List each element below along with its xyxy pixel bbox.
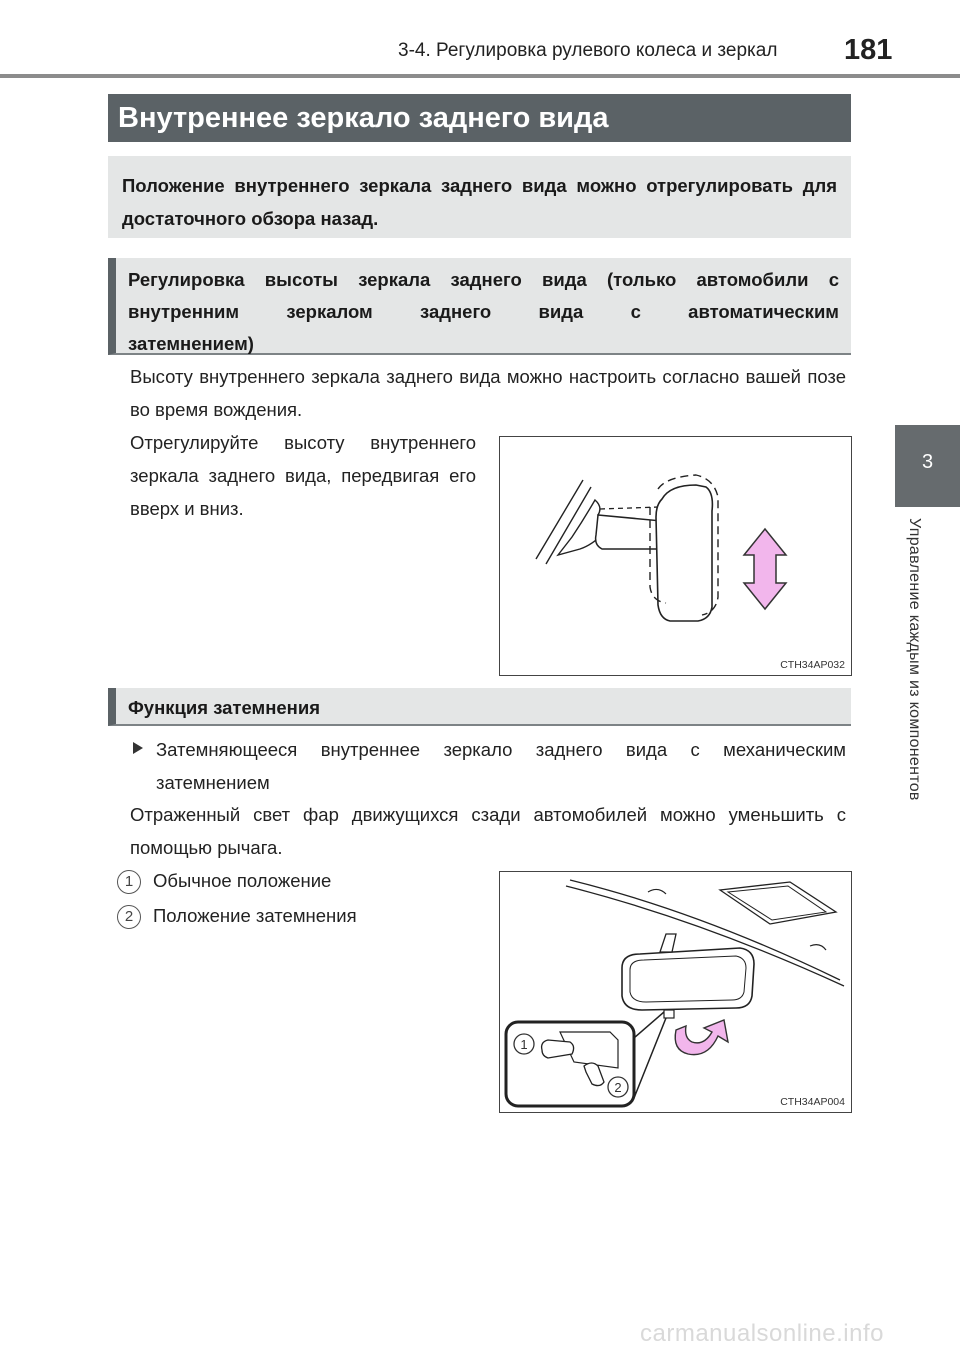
page-title: Внутреннее зеркало заднего вида xyxy=(108,94,851,142)
subsection-heading-dimming: Функция затемнения xyxy=(108,688,851,726)
legend-number-2: 2 xyxy=(117,905,141,929)
bullet-triangle-icon xyxy=(133,742,143,754)
figure-code-1: CTH34AP032 xyxy=(780,659,845,671)
chapter-tab xyxy=(895,425,960,507)
figure-mirror-height xyxy=(499,436,852,676)
dimming-lever-illustration xyxy=(500,872,850,1111)
figure-code-2: CTH34AP004 xyxy=(780,1096,845,1108)
subsection-heading-height xyxy=(108,258,851,355)
paragraph-dimming: Отраженный свет фар движущихся сзади автомобилей можно уменьшить с помощью рычага. xyxy=(130,804,846,858)
chapter-title: Управление каждым из компонентов xyxy=(906,518,923,801)
callout-2: 2 xyxy=(614,1080,622,1095)
paragraph-height-intro: Высоту внутреннего зеркала заднего вида можно настроить согласно вашей позе во время вождения. xyxy=(130,366,846,420)
figure-dimming-lever xyxy=(499,871,852,1113)
watermark: carmanualsonline.info xyxy=(640,1320,884,1347)
subsection-heading-line1: Регулировка высоты зеркала заднего вида (только автомобили с внутренним зеркалом заднего вида с автоматическим xyxy=(128,269,839,322)
callout-1: 1 xyxy=(520,1037,528,1052)
paragraph-height-instruction: Отрегулируйте высоту внутреннего зеркала заднего вида, передвигая его вверх и вниз. xyxy=(130,432,476,519)
running-header-section: 3-4. Регулировка рулевого колеса и зеркал xyxy=(398,40,778,61)
legend-label-2: Положение затемнения xyxy=(153,905,357,926)
legend-label-1: Обычное положение xyxy=(153,870,332,891)
mirror-height-illustration xyxy=(500,437,850,674)
legend-item-1 xyxy=(117,868,331,894)
legend-number-1: 1 xyxy=(117,870,141,894)
chapter-number: 3 xyxy=(921,451,934,473)
page-number: 181 xyxy=(844,34,893,66)
legend-item-2 xyxy=(117,903,357,929)
header-rule xyxy=(0,74,960,78)
intro-box: Положение внутреннего зеркала заднего вида можно отрегулировать для достаточного обзора назад. xyxy=(108,156,851,238)
bullet-dimming-type: Затемняющееся внутреннее зеркало заднего вида с механическим затемнением xyxy=(156,739,846,793)
subsection-heading-line2: затемнением) xyxy=(128,333,254,354)
